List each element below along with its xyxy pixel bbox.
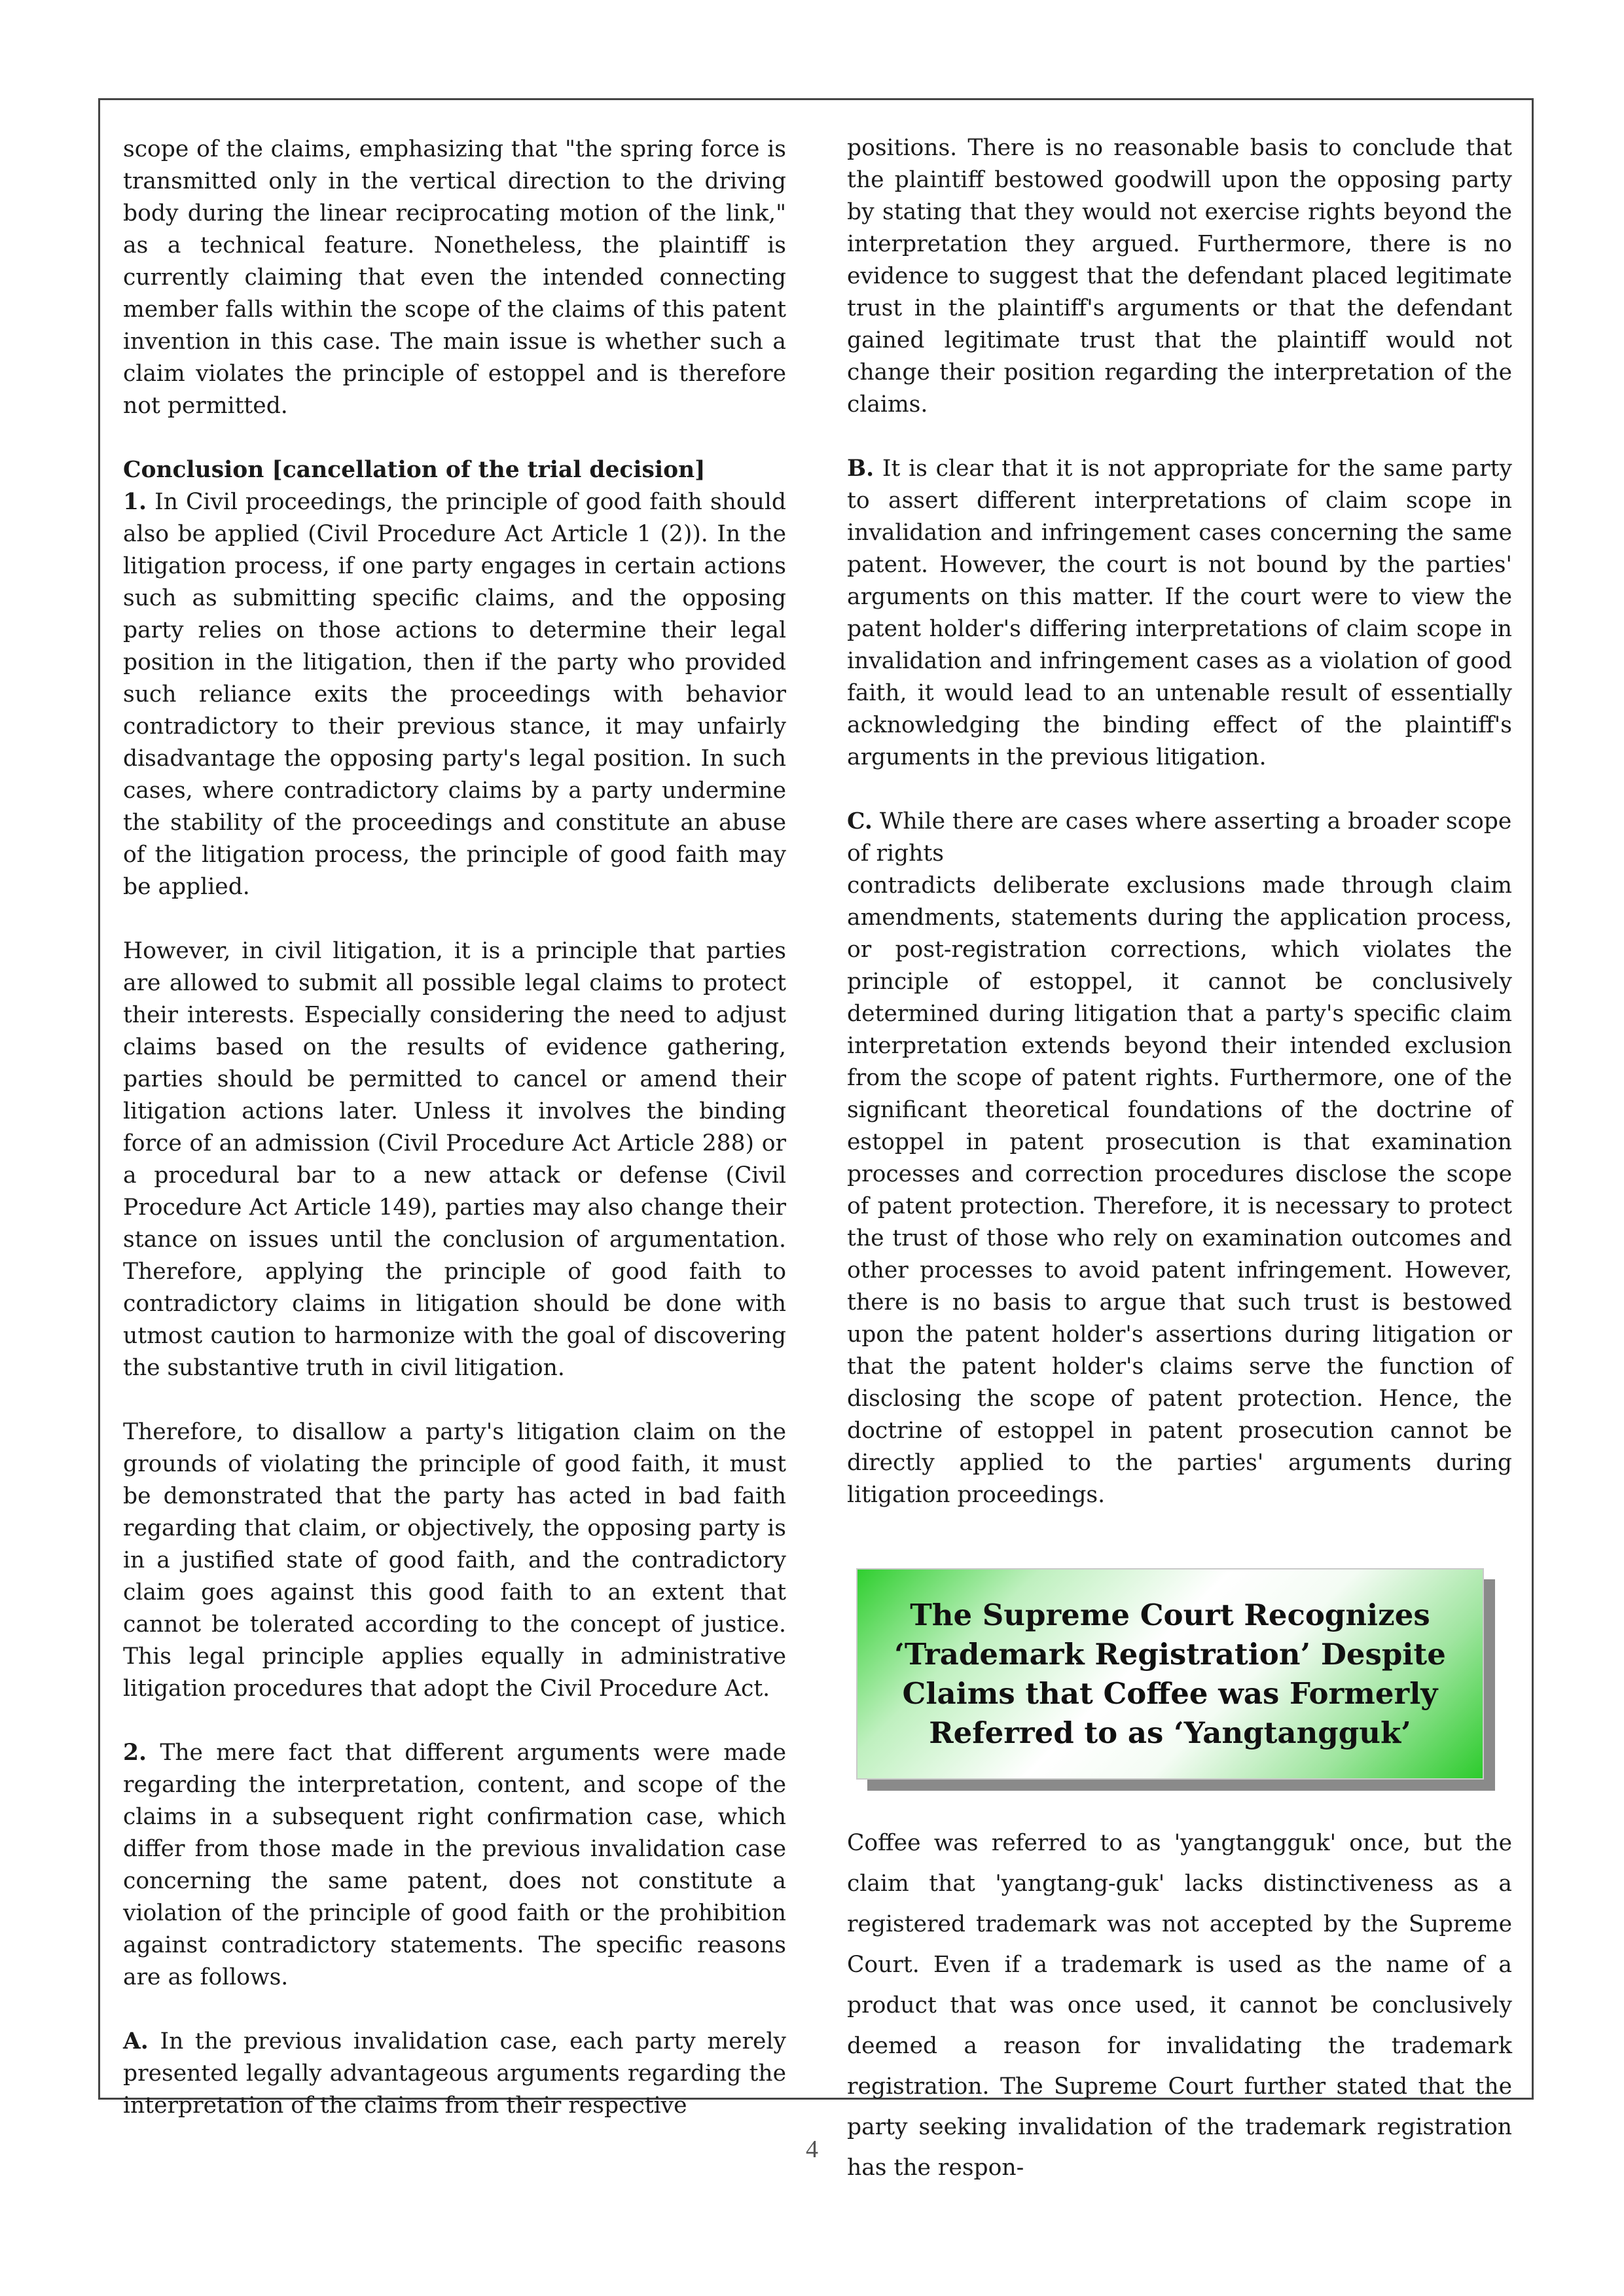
point-2-paragraph (123, 1737, 786, 1994)
point-b-label: B. (847, 456, 875, 482)
conclusion-section (123, 454, 786, 486)
page-number: 4 (806, 2136, 818, 2163)
continuation-paragraph: positions. There is no reasonable basis to conclude that the plaintiff bestowed goodwill upon the opposing party by stating that they would not exercise rights beyond the interpretation they argued. Furthermore, there is no evidence to suggest that the defendant placed legitimate trust in the plaintiff's arguments or that the defendant gained legitimate trust that the plaintiff would not change their position regarding the interpretation of the claims. (847, 135, 1512, 418)
point-1-label: 1. (123, 489, 147, 515)
point-c-paragraph (847, 806, 1512, 870)
article-title-box (856, 1568, 1484, 1780)
left-column (123, 134, 786, 2122)
however-paragraph: However, in civil litigation, it is a principle that parties are allowed to submit all possible legal claims to protect their interests. Especially considering the need to adjust claims based on the results of evidence gathering, parties should be permitted to cancel or amend their litigation actions later. Unless it involves the binding force of an admission (Civil Procedure Act Article 288) or a procedural bar to a new attack or defense (Civil Procedure Act Article 149), parties may also change their stance on issues until the conclusion of argumentation. Therefore, applying the principle of good faith to contradictory claims in litigation should be done with utmost caution to harmonize with the goal of discovering the substantive truth in civil litigation. (123, 938, 786, 1381)
intro-paragraph: scope of the claims, emphasizing that "the spring force is transmitted only in the vertical direction to the driving body during the linear reciprocating motion of the link," as a technical feature. Nonetheless, the plaintiff is currently claiming that even the intended connecting member falls within the scope of the claims of this patent invention in this case. The main issue is whether such a claim violates the principle of estoppel and is therefore not permitted. (123, 136, 786, 419)
point-c-label: C. (847, 808, 873, 834)
point-a-label: A. (123, 2028, 149, 2054)
point-1-paragraph (123, 486, 786, 903)
point-a-paragraph (123, 2026, 786, 2122)
point-c-text-line1: While there are cases where asserting a broader scope of rights (847, 808, 1512, 867)
article-body: Coffee was referred to as 'yangtangguk' once, but the claim that 'yangtang-guk' lacks distinctiveness as a registered trademark was not accepted by the Supreme Court. Even if a trademark is used as the name of a product that was once used, it cannot be conclusively deemed a reason for invalidating the trademark registration. The Supreme Court further stated that the party seeking invalidation of the trademark registration has the respon- (847, 1830, 1512, 2181)
conclusion-heading: Conclusion [cancellation of the trial decision] (123, 457, 706, 483)
point-1-text: In Civil proceedings, the principle of good faith should also be applied (Civil Procedure Act Article 1 (2)). In the litigation process, if one party engages in certain actions such as submitting specific claims, and the opposing party relies on those actions to determine their legal position in the litigation, then if the party who provided such reliance exits the proceedings with behavior contradictory to their previous stance, it may unfairly disadvantage the opposing party's legal position. In such cases, where contradictory claims by a party undermine the stability of the proceedings and constitute an abuse of the litigation process, the principle of good faith may be applied. (123, 489, 786, 900)
point-a-text: In the previous invalidation case, each party merely presented legally advantageous arguments regarding the interpretation of the claims from their respective (123, 2028, 787, 2119)
right-column (847, 132, 1512, 1543)
therefore-paragraph: Therefore, to disallow a party's litigation claim on the grounds of violating the principle of good faith, it must be demonstrated that the party has acted in bad faith regarding that claim, or objectively, the opposing party is in a justified state of good faith, and the contradictory claim goes against this good faith to an extent that cannot be tolerated according to the concept of justice. This legal principle applies equally in administrative litigation procedures that adopt the Civil Procedure Act. (123, 1419, 786, 1702)
point-c-continuation: contradicts deliberate exclusions made through claim amendments, statements during the application process, or post-registration corrections, which violates the principle of estoppel, it cannot be conclusively determined during litigation that a party's specific claim interpretation extends beyond their intended exclusion from the scope of patent rights. Furthermore, one of the significant theoretical foundations of the doctrine of estoppel in patent prosecution is that examination processes and correction procedures disclose the scope of patent protection. Therefore, it is necessary to protect the trust of those who rely on examination outcomes and other processes to avoid patent infringement. However, there is no basis to argue that such trust is bestowed upon the patent holder's assertions during litigation or that the patent holder's claims serve the function of disclosing the scope of patent protection. Hence, the doctrine of estoppel in patent prosecution cannot be directly applied to the parties' arguments during litigation proceedings. (847, 872, 1512, 1508)
point-b-text: It is clear that it is not appropriate for the same party to assert different interpretations of claim scope in invalidation and infringement cases concerning the same patent. However, the court is not bound by the parties' arguments on this matter. If the court were to view the patent holder's differing interpretations of claim scope in invalidation and infringement cases as a violation of good faith, it would lead to an untenable result of essentially acknowledging the binding effect of the plaintiff's arguments in the previous litigation. (847, 456, 1513, 770)
point-2-text: The mere fact that different arguments were made regarding the interpretation, content, and scope of the claims in a subsequent right confirmation case, which differ from those made in the previous invalidation case concerning the same patent, does not constitute a violation of the principle of good faith or the prohibition against contradictory statements. The specific reasons are as follows. (123, 1740, 787, 1990)
point-2-label: 2. (123, 1740, 147, 1766)
article-title: The Supreme Court Recognizes ‘Trademark Registration’ Despite Claims that Coffee was Formerly Referred to as ‘Yangtangguk’ (894, 1597, 1446, 1750)
point-b-paragraph (847, 453, 1512, 774)
